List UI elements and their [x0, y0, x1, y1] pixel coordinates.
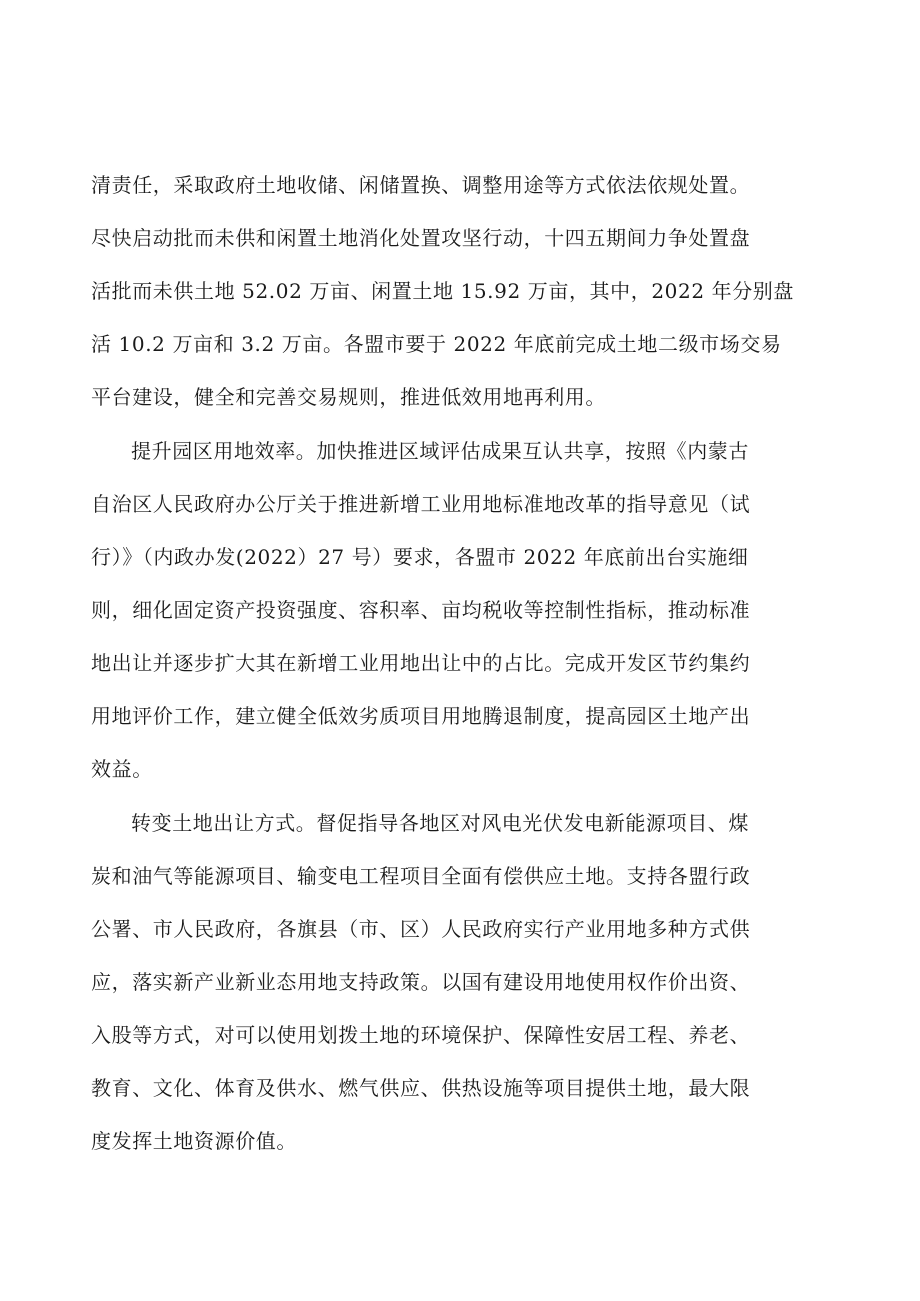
- paragraph-2-line-4: 则，细化固定资产投资强度、容积率、亩均税收等控制性指标，推动标准: [91, 598, 751, 622]
- paragraph-3-line-4: 应，落实新产业新业态用地支持政策。以国有建设用地使用权作价出资、: [91, 970, 751, 994]
- paragraph-3-line-2: 炭和油气等能源项目、输变电工程项目全面有偿供应土地。支持各盟行政: [91, 864, 751, 888]
- paragraph-2-line-3: 行）》（内政办发(2022）27 号）要求，各盟市 2022 年底前出台实施细: [91, 545, 749, 569]
- paragraph-1-line-1: 清责任，采取政府土地收储、闲储置换、调整用途等方式依法依规处置。: [91, 173, 751, 197]
- paragraph-1-line-3: 活批而未供土地 52.02 万亩、闲置土地 15.92 万亩，其中，2022 年分别盘: [91, 279, 794, 303]
- paragraph-1-line-5: 平台建设，健全和完善交易规则，推进低效用地再利用。: [91, 385, 606, 409]
- paragraph-3-line-7: 度发挥土地资源价值。: [91, 1129, 297, 1153]
- paragraph-2-line-1: 提升园区用地效率。加快推进区域评估成果互认共享，按照《内蒙古: [131, 439, 749, 463]
- paragraph-2-line-7: 效益。: [91, 757, 153, 781]
- paragraph-2-line-2: 自治区人民政府办公厅关于推进新增工业用地标准地改革的指导意见（试: [91, 492, 751, 516]
- paragraph-1-line-2: 尽快启动批而未供和闲置土地消化处置攻坚行动，十四五期间力争处置盘: [91, 226, 751, 250]
- paragraph-2-line-5: 地出让并逐步扩大其在新增工业用地出让中的占比。完成开发区节约集约: [91, 651, 751, 675]
- paragraph-2-line-6: 用地评价工作，建立健全低效劣质项目用地腾退制度，提高园区土地产出: [91, 704, 751, 728]
- paragraph-1-line-4: 活 10.2 万亩和 3.2 万亩。各盟市要于 2022 年底前完成土地二级市场交易: [91, 332, 782, 356]
- paragraph-3-line-5: 入股等方式，对可以使用划拨土地的环境保护、保障性安居工程、养老、: [91, 1023, 751, 1047]
- paragraph-3-line-6: 教育、文化、体育及供水、燃气供应、供热设施等项目提供土地，最大限: [91, 1076, 751, 1100]
- paragraph-3-line-3: 公署、市人民政府，各旗县（市、区）人民政府实行产业用地多种方式供: [91, 917, 751, 941]
- paragraph-3-line-1: 转变土地出让方式。督促指导各地区对风电光伏发电新能源项目、煤: [131, 811, 749, 835]
